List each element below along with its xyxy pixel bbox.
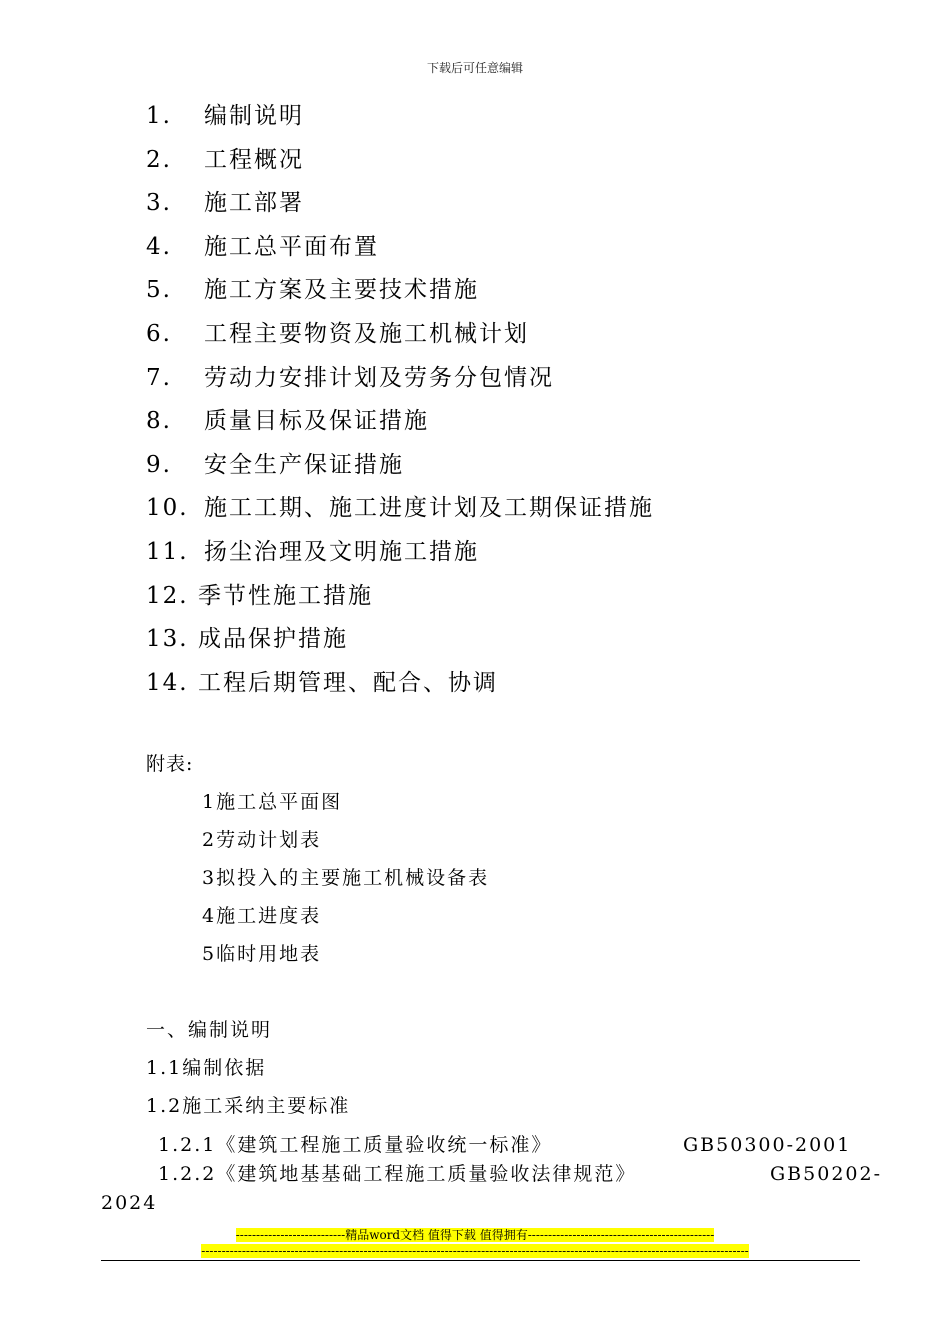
appendix-item: 4施工进度表 bbox=[202, 905, 322, 927]
toc-item bbox=[146, 665, 654, 709]
standard-code: GB50202- bbox=[770, 1163, 883, 1185]
toc-title: 工程主要物资及施工机械计划 bbox=[204, 320, 529, 347]
toc-number: 9. bbox=[146, 451, 172, 478]
toc-title: 质量目标及保证措施 bbox=[204, 408, 429, 435]
standard-item bbox=[158, 1160, 636, 1188]
toc-number: 12. bbox=[146, 582, 189, 609]
toc-title: 季节性施工措施 bbox=[198, 582, 373, 609]
toc-title: 扬尘治理及文明施工措施 bbox=[204, 538, 479, 565]
toc-item bbox=[146, 447, 654, 491]
page-header: 下载后可任意编辑 bbox=[426, 61, 523, 75]
appendix-item: 2劳动计划表 bbox=[202, 829, 322, 851]
toc-number: 14. bbox=[146, 669, 189, 696]
toc-title: 工程概况 bbox=[204, 146, 304, 173]
toc-title: 施工总平面布置 bbox=[204, 233, 379, 260]
section-heading: 一、编制说明 bbox=[146, 1019, 273, 1041]
toc-number: 13. bbox=[146, 626, 189, 653]
toc-number: 4. bbox=[146, 233, 172, 260]
subsection-basis: 1.1编制依据 bbox=[146, 1057, 267, 1079]
standard-item bbox=[158, 1131, 552, 1159]
toc-title: 安全生产保证措施 bbox=[204, 451, 404, 478]
toc-item bbox=[146, 578, 654, 622]
toc-item bbox=[146, 360, 654, 404]
toc-number: 6. bbox=[146, 320, 172, 347]
toc-item bbox=[146, 621, 654, 665]
toc-item bbox=[146, 316, 654, 360]
footer-banner-text: --------------------------------------------------------------------------------------------------------------------------------------- bbox=[201, 1244, 749, 1258]
toc-number: 7. bbox=[146, 364, 172, 391]
toc-item bbox=[146, 272, 654, 316]
toc-item bbox=[146, 403, 654, 447]
toc-title: 工程后期管理、配合、协调 bbox=[198, 669, 498, 696]
appendix-list bbox=[146, 748, 489, 976]
toc-number: 5. bbox=[146, 277, 172, 304]
toc-number: 8. bbox=[146, 408, 172, 435]
toc-title: 施工方案及主要技术措施 bbox=[204, 277, 479, 304]
toc-item bbox=[146, 534, 654, 578]
appendix-item: 5临时用地表 bbox=[202, 943, 322, 965]
compilation-section bbox=[146, 1014, 350, 1128]
toc-item bbox=[146, 98, 654, 142]
toc-number: 11. bbox=[146, 538, 189, 565]
footer-banner-text: ---------------------------精品word文档 值得下载 值得拥有---------------------------------------------- bbox=[235, 1228, 715, 1242]
standard-code-continued: 2024 bbox=[101, 1192, 158, 1214]
table-of-contents bbox=[146, 98, 654, 708]
toc-title: 成品保护措施 bbox=[198, 626, 348, 653]
toc-title: 编制说明 bbox=[204, 103, 304, 129]
toc-item bbox=[146, 185, 654, 229]
toc-number: 1. bbox=[146, 103, 172, 129]
standard-title: 1.2.2《建筑地基基础工程施工质量验收法律规范》 bbox=[158, 1163, 637, 1185]
toc-title: 施工部署 bbox=[204, 190, 304, 217]
toc-item bbox=[146, 142, 654, 186]
toc-number: 10. bbox=[146, 495, 189, 522]
footer-banner-line bbox=[0, 1244, 950, 1258]
standard-title: 1.2.1《建筑工程施工质量验收统一标准》 bbox=[158, 1134, 553, 1156]
standard-code: GB50300-2001 bbox=[683, 1134, 852, 1156]
subsection-standards: 1.2施工采纳主要标准 bbox=[146, 1095, 351, 1117]
appendix-item: 3拟投入的主要施工机械设备表 bbox=[202, 867, 490, 889]
toc-number: 2. bbox=[146, 146, 172, 173]
toc-item bbox=[146, 229, 654, 273]
footer-divider bbox=[101, 1260, 860, 1261]
toc-number: 3. bbox=[146, 190, 172, 217]
appendix-item: 1施工总平面图 bbox=[202, 791, 343, 813]
toc-title: 劳动力安排计划及劳务分包情况 bbox=[204, 364, 554, 391]
appendix-title: 附表: bbox=[146, 753, 194, 775]
footer-banner-line bbox=[0, 1226, 950, 1243]
toc-item bbox=[146, 490, 654, 534]
toc-title: 施工工期、施工进度计划及工期保证措施 bbox=[204, 495, 654, 522]
